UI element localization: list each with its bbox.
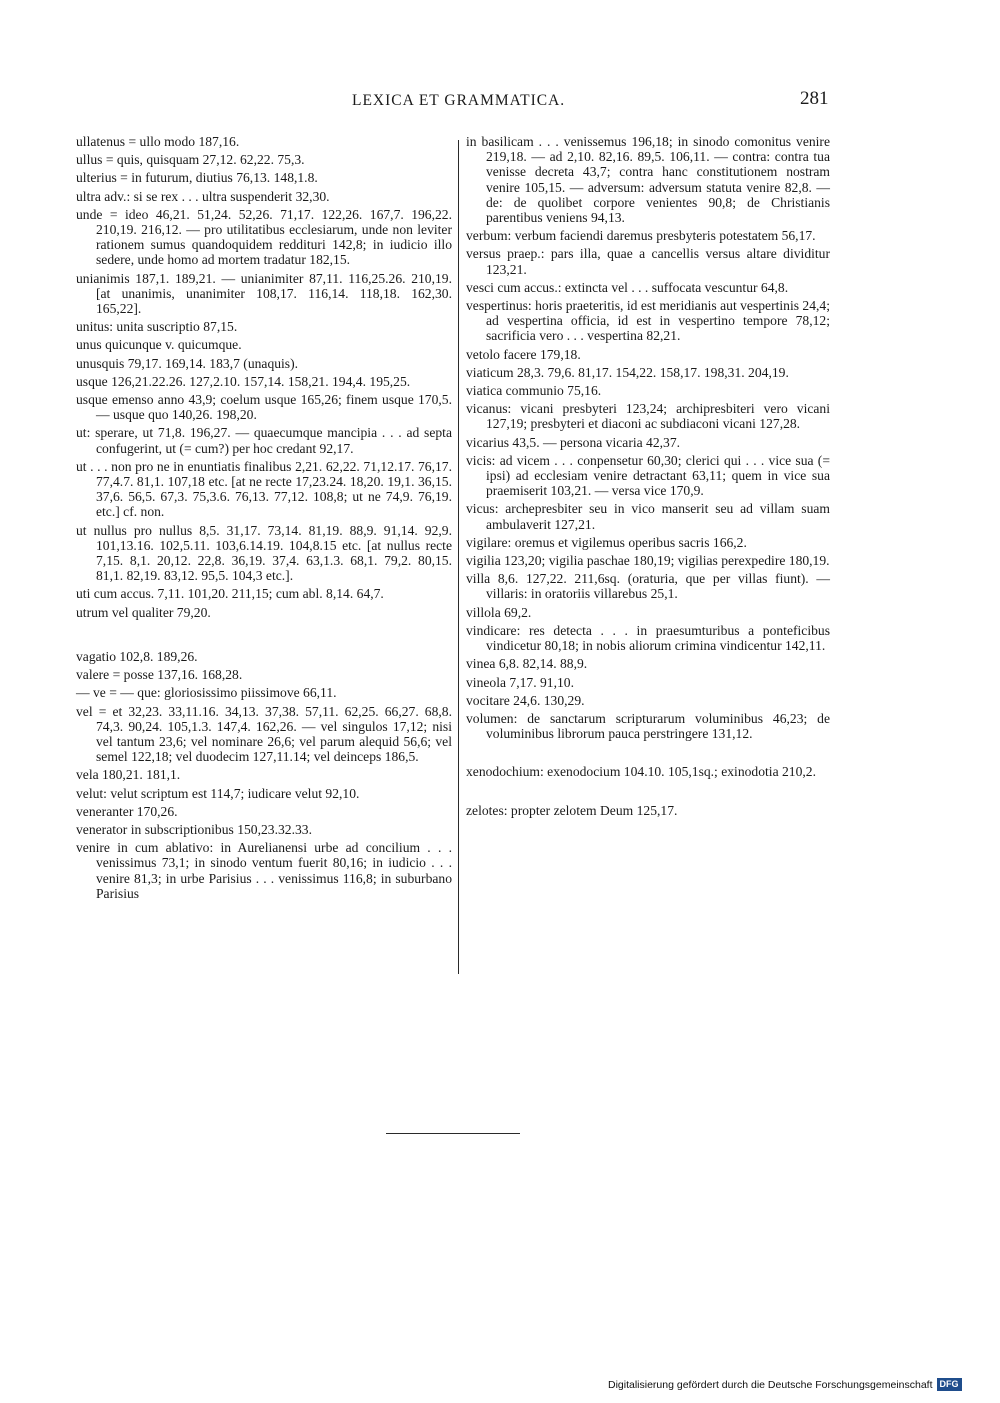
index-entry: ullatenus = ullo modo 187,16. xyxy=(76,134,240,149)
index-entry: villola 69,2. xyxy=(466,604,532,620)
index-entry: vespertinus: horis praeteritis, id est meridianis aut vespertinis 24,4; ad vespertina officia, id est in vespertino tempore 78,12; sacrificia vero . . . vespertina 82,21. xyxy=(466,298,830,344)
index-entry: ut nullus pro nullus 8,5. 31,17. 73,14. 81,19. 88,9. 91,14. 92,9. 101,13.16. 102,5.11. 103,6.14.19. 104,8.15 etc. [at nullus recte 7,15. 8,1. 20,12. 22,8. 36,19. 37,4. 63,1.3. 68,1. 79,2. 80,15. 81,1. 82,19. 83,12. 95,5. 104,3 etc.]. xyxy=(76,522,452,584)
right-column xyxy=(466,134,830,821)
index-entry: volumen: de sanctarum scripturarum voluminibus 46,23; de voluminibus librorum pauca perstringere 131,12. xyxy=(466,710,830,742)
index-entry: vinea 6,8. 82,14. 88,9. xyxy=(466,656,588,672)
index-entry: unus quicunque v. quicumque. xyxy=(76,337,242,353)
index-entry: usque emenso anno 43,9; coelum usque 165,26; finem usque 170,5. — usque quo 140,26. 198,20. xyxy=(76,392,452,423)
index-entry: vicus: archepresbiter seu in vico manserit seu ad villam suam ambulaverit 127,21. xyxy=(466,501,830,532)
index-entry: ulterius = in futurum, diutius 76,13. 148,1.8. xyxy=(76,170,318,186)
index-entry: ut: sperare, ut 71,8. 196,27. — quaecumque mancipia . . . ad septa confugerint, ut (= cum?) per hoc credant 92,17. xyxy=(76,425,452,456)
index-entry: — ve = — que: gloriosissimo piissimove 66,11. xyxy=(76,685,337,701)
index-entry: venire in cum ablativo: in Aurelianensi urbe ad concilium . . . venissimus 73,1; in sinodo ventum fuerit 80,16; in iudicio . . . venire 81,3; in urbe Parisius . . . venissimus 116,8; in suburbano Parisius xyxy=(76,840,452,901)
index-entry: viatica communio 75,16. xyxy=(466,383,602,399)
index-entry: ut . . . non pro ne in enuntiatis finalibus 2,21. 62,22. 71,12.17. 76,17. 77,4.7. 81,1. 107,18 etc. [at ne recte 17,23.24. 18,20. 19,1. 36,15. 37,6. 56,5. 67,3. 75,3.6. 76,13. 77,12. 108,8; ut ne 74,9. 76,19. etc.] cf. non. xyxy=(76,458,452,520)
index-entry: usque 126,21.22.26. 127,2.10. 157,14. 158,21. 194,4. 195,25. xyxy=(76,373,411,389)
section-gap xyxy=(466,783,830,803)
index-entry: vindicare: res detecta . . . in praesumturibus a ponteficibus vindicetur 80,18; in nobis aliorum crimina vindicentur 142,11. xyxy=(466,622,830,654)
index-entry: ullus = quis, quisquam 27,12. 62,22. 75,3. xyxy=(76,152,305,168)
index-entry: vesci cum accus.: extincta vel . . . suffocata vescuntur 64,8. xyxy=(466,279,789,295)
index-entry: vigilare: oremus et vigilemus operibus sacris 166,2. xyxy=(466,534,747,550)
footer-credit-text: Digitalisierung gefördert durch die Deutsche Forschungsgemeinschaft xyxy=(608,1378,933,1391)
index-entry: vicis: ad vicem . . . conpensetur 60,30; clerici qui . . . vice sua (= ipsi) ad ecclesiam venire detractant 63,11; quem in vice sua praemiserit 103,21. — versa vice 170,9. xyxy=(466,452,830,499)
left-column xyxy=(76,134,452,904)
index-entry: vocitare 24,6. 130,29. xyxy=(466,692,585,708)
end-rule xyxy=(386,1133,520,1134)
index-entry: vela 180,21. 181,1. xyxy=(76,767,181,783)
index-entry: viaticum 28,3. 79,6. 81,17. 154,22. 158,17. 198,31. 204,19. xyxy=(466,364,789,380)
index-entry: verbum: verbum faciendi daremus presbyteris potestatem 56,17. xyxy=(466,228,816,244)
index-entry: ultra adv.: si se rex . . . ultra suspenderit 32,30. xyxy=(76,188,330,204)
index-entry: venerator in subscriptionibus 150,23.32.33. xyxy=(76,821,312,837)
index-entry: vineola 7,17. 91,10. xyxy=(466,674,574,690)
index-entry: vicarius 43,5. — persona vicaria 42,37. xyxy=(466,434,681,450)
index-entry: unianimis 187,1. 189,21. — unianimiter 87,11. 116,25.26. 210,19. [at unanimis, unanimiter 108,17. 116,14. 118,18. 162,30. 165,22]. xyxy=(76,270,452,317)
index-entry: unitus: unita suscriptio 87,15. xyxy=(76,319,238,335)
index-entry: xenodochium: exenodocium 104.10. 105,1sq.; exinodotia 210,2. xyxy=(466,764,816,780)
index-entry: vetolo facere 179,18. xyxy=(466,346,581,362)
index-entry: vel = et 32,23. 33,11.16. 34,13. 37,38. 57,11. 62,25. 66,27. 68,8. 74,3. 90,24. 105,1.3. 147,4. 162,26. — vel singulos 17,12; nisi vel tantum 23,6; vel nominare 26,6; vel parum alequid 56,6; vel semel 122,18; vel duodecim 127,11.14; vel deinceps 186,5. xyxy=(76,703,452,765)
section-gap xyxy=(466,744,830,764)
index-entry: in basilicam . . . venissemus 196,18; in sinodo comonitus venire 219,18. — ad 2,10. 82,16. 89,5. 106,11. — contra: contra tua venisse decreta 43,7; contra hanc constitutionem nostram venire 105,15. — adversum: adversum statuta venire 82,8. — de: de quolibet corpore venientes 90,8; de Christianis parentibus veniens 94,13. xyxy=(466,134,830,226)
page-number: 281 xyxy=(800,88,829,109)
index-entry: vigilia 123,20; vigilia paschae 180,19; vigilias perexpedire 180,19. xyxy=(466,553,830,569)
index-entry: utrum vel qualiter 79,20. xyxy=(76,604,211,620)
index-entry: velut: velut scriptum est 114,7; iudicare velut 92,10. xyxy=(76,785,360,801)
column-divider xyxy=(458,140,459,974)
index-entry: vagatio 102,8. 189,26. xyxy=(76,648,198,664)
index-entry: uti cum accus. 7,11. 101,20. 211,15; cum abl. 8,14. 64,7. xyxy=(76,586,384,602)
index-entry: versus praep.: pars illa, quae a cancellis versus altare dividitur 123,21. xyxy=(466,246,830,277)
index-entry: veneranter 170,26. xyxy=(76,803,178,819)
index-entry: zelotes: propter zelotem Deum 125,17. xyxy=(466,802,678,818)
index-entry: vicanus: vicani presbyteri 123,24; archipresbiteri vero vicani 127,19; presbyteri et diaconi ac subdiaconi vicani 127,28. xyxy=(466,401,830,432)
dfg-logo: DFG xyxy=(937,1378,962,1391)
index-entry: valere = posse 137,16. 168,28. xyxy=(76,667,243,683)
running-head: LEXICA ET GRAMMATICA. xyxy=(352,92,566,109)
index-entry: unde = ideo 46,21. 51,24. 52,26. 71,17. 122,26. 167,7. 196,22. 210,19. 216,12. — pro utilitatibus ecclesiarum, unde non leviter rationem sumus quandoquidem reddituri 142,8; in iudicio illo sedere, unde homo ad mortem tradatur 182,15. xyxy=(76,206,452,268)
footer-credit xyxy=(608,1378,962,1391)
index-entry: villa 8,6. 127,22. 211,6sq. (oraturia, que per villas fiunt). — villaris: in oratoriis villarebus 25,1. xyxy=(466,571,830,602)
section-gap xyxy=(76,623,452,649)
index-entry: unusquis 79,17. 169,14. 183,7 (unaquis). xyxy=(76,355,299,371)
